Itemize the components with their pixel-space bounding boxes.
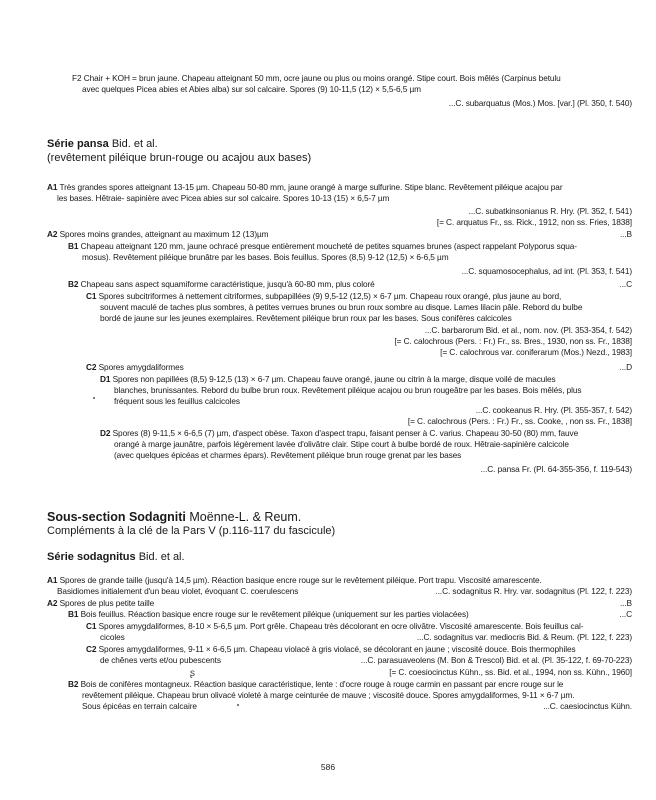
key-entry: [68, 679, 563, 689]
synonym: [= C. coesiocinctus Kühn., ss. Bid. et al., 1994, non ss. Kühn., 1960]: [389, 667, 632, 677]
taxon-name: ...C. cookeanus R. Hry. (Pl. 355-357, f. 542): [475, 405, 632, 415]
series-title: Série sodagnitus: [47, 551, 136, 563]
key-entry: [100, 428, 578, 438]
series-title: Série pansa: [47, 138, 109, 150]
text-line: Bois feuillus. Réaction basique encre rouge sur le revêtement piléique (uniquement sur les parties violacées): [80, 609, 469, 619]
text-line: souvent maculé de taches plus sombres, à petites verrues brunes ou brun roux sombre au disque. Lames lilacin pâle. Rebord du bulbe: [100, 302, 583, 312]
text-line: (avec quelques épicéas et charmes épars). Revêtement piléique brun rouge grenat par les bases: [114, 450, 462, 460]
taxon-name: ...C. parasuaveolens (M. Bon & Trescol) Bid. et al. (Pl. 35-122, f. 69-70-223): [360, 655, 632, 665]
key-entry: [100, 374, 556, 384]
text-line: Spores (8) 9-11,5 × 6-6,5 (7) µm, d'aspect obèse. Taxon d'aspect trapu, faisant penser à C. varius. Chapeau 30-50 (80) mm, fauve: [112, 428, 579, 438]
key-entry: [86, 644, 576, 654]
text-line: revêtement piléique. Chapeau brun olivacé violeté à marge ceinturée de mauve ; viscosité douce. Spores amygdaliformes, 9-11 × 6-7 µm.: [82, 690, 575, 700]
taxon-name: ...C. sodagnitus var. mediocris Bid. & Reum. (Pl. 122, f. 223): [416, 632, 632, 642]
print-speck: [237, 704, 239, 706]
taxon-name: ...C. subatkinsonianus R. Hry. (Pl. 352, f. 541): [468, 206, 632, 216]
text-line: Très grandes spores atteignant 13-15 µm. Chapeau 50-80 mm, jaune orangé à marge sulfurine. Stipe blanc. Revêtement piléique acajou par: [59, 182, 563, 192]
key-entry: [47, 229, 268, 239]
key-code: D1: [100, 374, 111, 384]
text-line: Spores non papillées (8,5) 9-12,5 (13) × 6-7 µm. Chapeau fauve orangé, jaune ou citrin à la marge, disque voilé de macules: [112, 374, 556, 384]
key-entry: [86, 621, 583, 631]
print-speck: [93, 397, 95, 399]
key-entry: [68, 609, 469, 619]
section-heading: [47, 138, 158, 151]
text-line: bordé de jaune sur les jeunes exemplaires. Revêtement piléique brun roux par les bases. Sous conifères calcicoles: [100, 313, 512, 323]
text-line: cicoles: [100, 632, 125, 642]
key-next: ...C: [619, 279, 632, 289]
key-next: ...C: [619, 609, 632, 619]
key-entry: [47, 182, 563, 192]
text-line: Spores de plus petite taille: [59, 598, 155, 608]
key-code: B2: [68, 679, 79, 689]
key-code: B1: [68, 609, 79, 619]
text-line: Chapeau atteignant 120 mm, jaune ochracé presque entièrement moucheté de petites squames brunes (aspect rappelant Polyporus squa-: [80, 241, 577, 251]
key-code: C2: [86, 644, 97, 654]
key-entry: [47, 575, 542, 585]
key-next: ...B: [619, 229, 632, 239]
text-line: mosus). Revêtement piléique brunâtre par les bases. Bois feuillus. Spores (8,5) 9-12 (12,5) × 6-6,5 µm: [82, 252, 449, 262]
key-entry: [86, 291, 561, 301]
text-line: Spores amygdaliformes, 8-10 × 5-6,5 µm. Port grêle. Chapeau très décolorant en ocre olivâtre. Viscosité amarescente. Bois feuillus cal-: [98, 621, 584, 631]
key-code: C2: [86, 362, 97, 372]
synonym: [= C. calochrous var. coniferarum (Mos.) Nezd., 1983]: [440, 347, 632, 357]
series-author: Bid. et al.: [111, 138, 158, 150]
key-code: B1: [68, 241, 79, 251]
text-line: blanches, brunissantes. Rebord du bulbe brun roux. Revêtement piléique acajou ou brun rougeâtre par les bases. Bois mêlés, plus: [114, 385, 582, 395]
subsection-title: Sous-section Sodagniti: [47, 510, 186, 524]
key-code: A2: [47, 598, 58, 608]
subsection-heading: [47, 510, 301, 524]
text-line: orangé à marge jaunâtre, parfois légèrement lavée d'olivâtre clair. Stipe court à bulbe bordé de roux. Hêtraie-sapinière calcicole: [114, 439, 569, 449]
synonym: [= C. arquatus Fr., ss. Rick., 1912, non ss. Fries, 1838]: [436, 217, 632, 227]
key-next: ...D: [619, 362, 632, 372]
text-line: fréquent sous les feuillus calcicoles: [114, 396, 240, 406]
text-line: Spores amygdaliformes: [98, 362, 184, 372]
text-line: Basidiomes initialement d'un beau violet, évoquant C. coerulescens: [57, 586, 299, 596]
key-next: ...B: [619, 598, 632, 608]
taxon-name: ...C. barbarorum Bid. et al., nom. nov. (Pl. 353-354, f. 542): [424, 325, 632, 335]
key-code: D2: [100, 428, 111, 438]
key-entry: [86, 362, 184, 372]
text-line: Spores de grande taille (jusqu'à 14,5 µm). Réaction basique encre rouge sur le revêtement piléique. Port trapu. Viscosité amarescente.: [59, 575, 542, 585]
taxon-name: ...C. sodagnitus R. Hry. var. sodagnitus (Pl. 122, f. 223): [435, 586, 632, 596]
synonym: [= C. calochrous (Pers. : Fr.) Fr., ss. Cooke, , non ss. Fr., 1838]: [407, 416, 632, 426]
synonym: [= C. calochrous (Pers. : Fr.) Fr., ss. Bres., 1930, non ss. Fr., 1838]: [394, 336, 632, 346]
page-number: 586: [320, 762, 336, 772]
series-author: Bid. et al.: [138, 551, 185, 563]
taxon-name: ...C. subarquatus (Mos.) Mos. [var.] (Pl. 350, f. 540): [448, 98, 632, 108]
key-code: A2: [47, 229, 58, 239]
taxon-name: ...C. caesiocinctus Kühn.: [543, 701, 632, 711]
text-line: Spores amygdaliformes, 9-11 × 6-6,5 µm. Chapeau violacé à gris violacé, se décolorant en jaune ; viscosité douce. Bois thermophiles: [98, 644, 576, 654]
key-code: A1: [47, 182, 58, 192]
text-line: Spores subcitriformes à nettement citriformes, subpapillées (9) 9,5-12 (12,5) × 6-7 µm. Chapeau roux orangé, plus jaune au bord,: [98, 291, 562, 301]
text-line: les bases. Hêtraie- sapinière avec Picea abies sur sol calcaire. Spores 10-13 (15) × 6,5-7 µm: [57, 193, 390, 203]
key-entry: [68, 241, 577, 251]
text-line: Chapeau sans aspect squamiforme caractéristique, jusqu'à 60-80 mm, plus coloré: [80, 279, 375, 289]
section-subtitle: Compléments à la clé de la Pars V (p.116-117 du fascicule): [47, 525, 336, 537]
text-line: Spores moins grandes, atteignant au maximum 12 (13)µm: [59, 229, 269, 239]
key-code: C1: [86, 621, 97, 631]
section-subtitle: (revêtement piléique brun-rouge ou acajou aux bases): [47, 152, 312, 164]
text-line: de chênes verts et/ou pubescents: [100, 655, 221, 665]
print-mark-icon: ʂ: [190, 668, 195, 679]
text-line: Bois de conifères montagneux. Réaction basique caractéristique, lente : d'ocre rouge à rouge carmin en passant par encre rouge sur le: [80, 679, 564, 689]
taxon-name: ...C. pansa Fr. (Pl. 64-355-356, f. 119-543): [480, 464, 632, 474]
key-entry: [68, 279, 375, 289]
text-line: Sous épicéas en terrain calcaire: [82, 701, 197, 711]
key-entry: [47, 598, 154, 608]
key-code: A1: [47, 575, 58, 585]
key-code: C1: [86, 291, 97, 301]
key-code: B2: [68, 279, 79, 289]
subsection-author: Moënne-L. & Reum.: [189, 510, 302, 524]
taxon-name: ...C. squamosocephalus, ad int. (Pl. 353, f. 541): [461, 266, 632, 276]
section-heading: [47, 551, 185, 564]
text-line: F2 Chair + KOH = brun jaune. Chapeau atteignant 50 mm, ocre jaune ou plus ou moins orangé. Stipe court. Bois mêlés (Carpinus betulu: [72, 73, 561, 83]
text-line: avec quelques Picea abies et Abies alba) sur sol calcaire. Spores (9) 10-11,5 (12) × 5,5-6,5 µm: [82, 84, 421, 94]
